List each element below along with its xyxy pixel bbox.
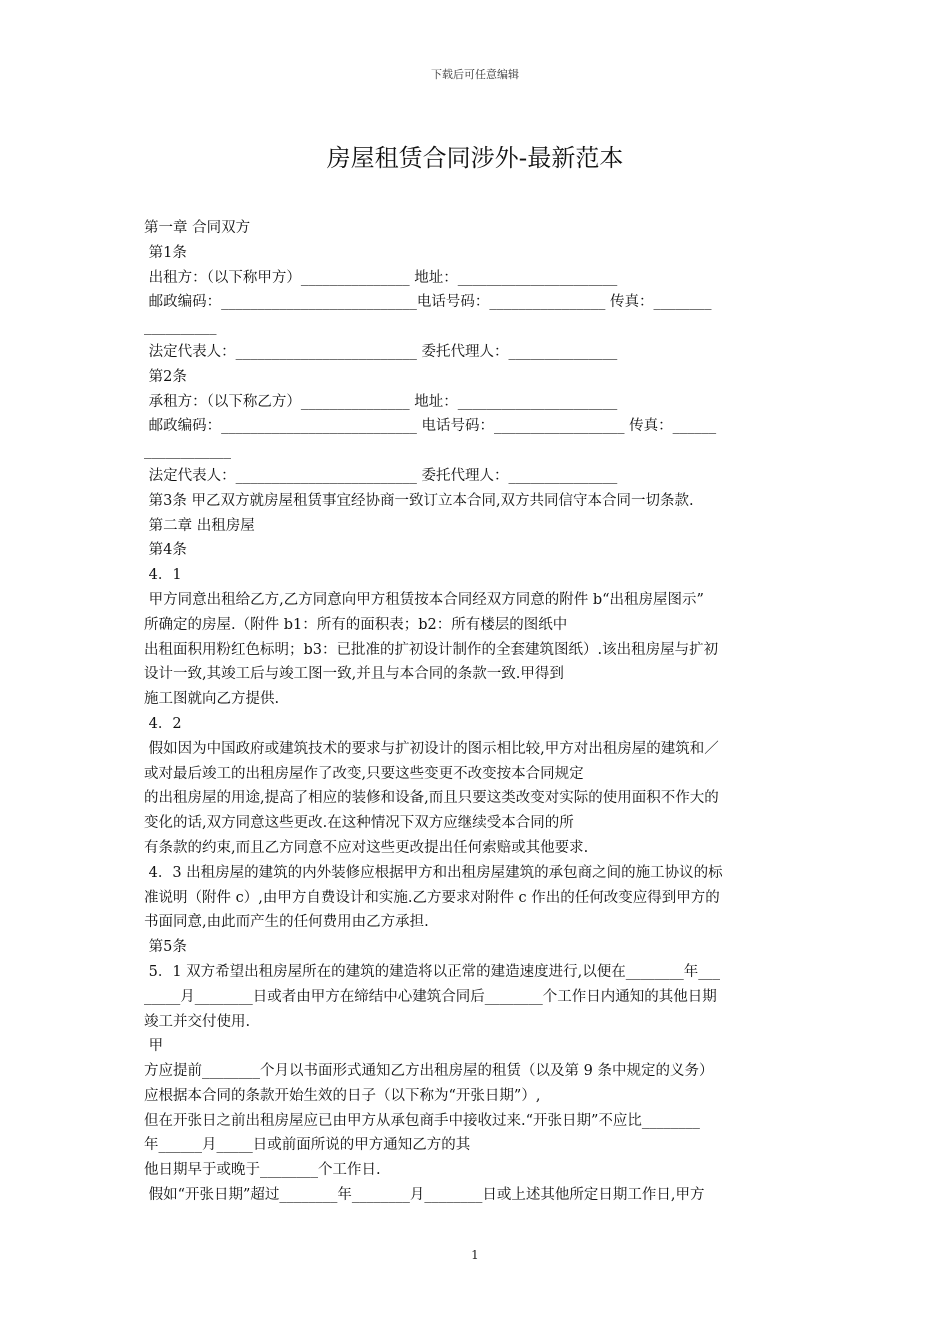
text-line: 承租方：（以下称乙方）_______________ 地址：______________________ — [144, 393, 618, 410]
text-line: 邮政编码：___________________________电话号码：________________ 传真：________ — [144, 294, 712, 311]
text-line: 出租方：（以下称甲方）_______________ 地址：______________________ — [144, 269, 618, 286]
text-line: 准说明（附件 c）,由甲方自费设计和实施.乙方要求对附件 c 作出的任何改变应得到甲方的 — [144, 889, 720, 906]
text-line: 有条款的约束,而且乙方同意不应对这些更改提出任何索赔或其他要求. — [144, 839, 589, 856]
header-note: 下载后可任意编辑 — [431, 68, 519, 81]
text-line: 4．2 — [144, 715, 182, 732]
text-line: 邮政编码：___________________________ 电话号码：__________________ 传真：______ — [144, 418, 717, 435]
text-line: 假如“开张日期”超过________年________月________日或上述其他所定日期工作日,甲方 — [144, 1187, 705, 1204]
text-line: 书面同意,由此而产生的任何费用由乙方承担. — [144, 914, 429, 931]
text-line: 法定代表人：_________________________ 委托代理人：_______________ — [144, 343, 618, 360]
text-line: 第一章 合同双方 — [144, 220, 251, 236]
text-line: 竣工并交付使用. — [144, 1013, 251, 1030]
text-line: 4．1 — [144, 567, 182, 584]
text-line: 方应提前________个月以书面形式通知乙方出租房屋的租赁（以及第 9 条中规定的义务） — [144, 1063, 714, 1080]
text-line: 假如因为中国政府或建筑技术的要求与扩初设计的图示相比较,甲方对出租房屋的建筑和／ — [144, 740, 719, 757]
text-line: 法定代表人：_________________________ 委托代理人：_______________ — [144, 467, 618, 484]
text-line: 他日期早于或晚于________个工作日. — [144, 1162, 381, 1179]
text-line: __________ — [144, 319, 217, 336]
text-line: 甲方同意出租给乙方,乙方同意向甲方租赁按本合同经双方同意的附件 b“出租房屋图示” — [144, 591, 704, 608]
text-line: 5．1 双方希望出租房屋所在的建筑的建造将以正常的建造速度进行,以便在________年___ — [144, 963, 721, 980]
text-line: 第2条 — [144, 368, 187, 385]
text-line: 4．3 出租房屋的建筑的内外装修应根据甲方和出租房屋建筑的承包商之间的施工协议的标 — [144, 864, 723, 881]
text-line: 第二章 出租房屋 — [144, 517, 255, 534]
text-line: 但在开张日之前出租房屋应已由甲方从承包商手中接收过来.“开张日期”不应比________ — [144, 1112, 700, 1129]
document-title: 房屋租赁合同涉外-最新范本 — [326, 144, 624, 172]
text-line: 年______月_____日或前面所说的甲方通知乙方的其 — [144, 1137, 471, 1154]
text-line: 的出租房屋的用途,提高了相应的装修和设备,而且只要这类改变对实际的使用面积不作大的 — [144, 790, 719, 807]
text-line: _____月________日或者由甲方在缔结中心建筑合同后________个工作日内通知的其他日期 — [144, 988, 717, 1005]
text-line: 出租面积用粉红色标明；b3：已批准的扩初设计制作的全套建筑图纸）.该出租房屋与扩初 — [144, 641, 719, 658]
contract-body — [144, 216, 810, 1208]
text-line: 应根据本合同的条款开始生效的日子（以下称为“开张日期”）, — [144, 1087, 541, 1104]
page-number: 1 — [471, 1248, 479, 1262]
text-line: 第3条 甲乙双方就房屋租赁事宜经协商一致订立本合同,双方共同信守本合同一切条款. — [144, 492, 694, 509]
text-line: 甲 — [144, 1038, 164, 1055]
text-line: 设计一致,其竣工后与竣工图一致,并且与本合同的条款一致.甲得到 — [144, 666, 564, 683]
text-line: 或对最后竣工的出租房屋作了改变,只要这些变更不改变按本合同规定 — [144, 765, 584, 782]
text-line: 施工图就向乙方提供. — [144, 691, 280, 708]
text-line: 第4条 — [144, 542, 187, 559]
text-line: 第5条 — [144, 939, 187, 956]
text-line: 第1条 — [144, 244, 187, 261]
text-line: 变化的话,双方同意这些更改.在这种情况下双方应继续受本合同的所 — [144, 815, 574, 832]
text-line: ____________ — [144, 443, 231, 460]
text-line: 所确定的房屋.（附件 b1：所有的面积表；b2：所有楼层的图纸中 — [144, 616, 568, 633]
